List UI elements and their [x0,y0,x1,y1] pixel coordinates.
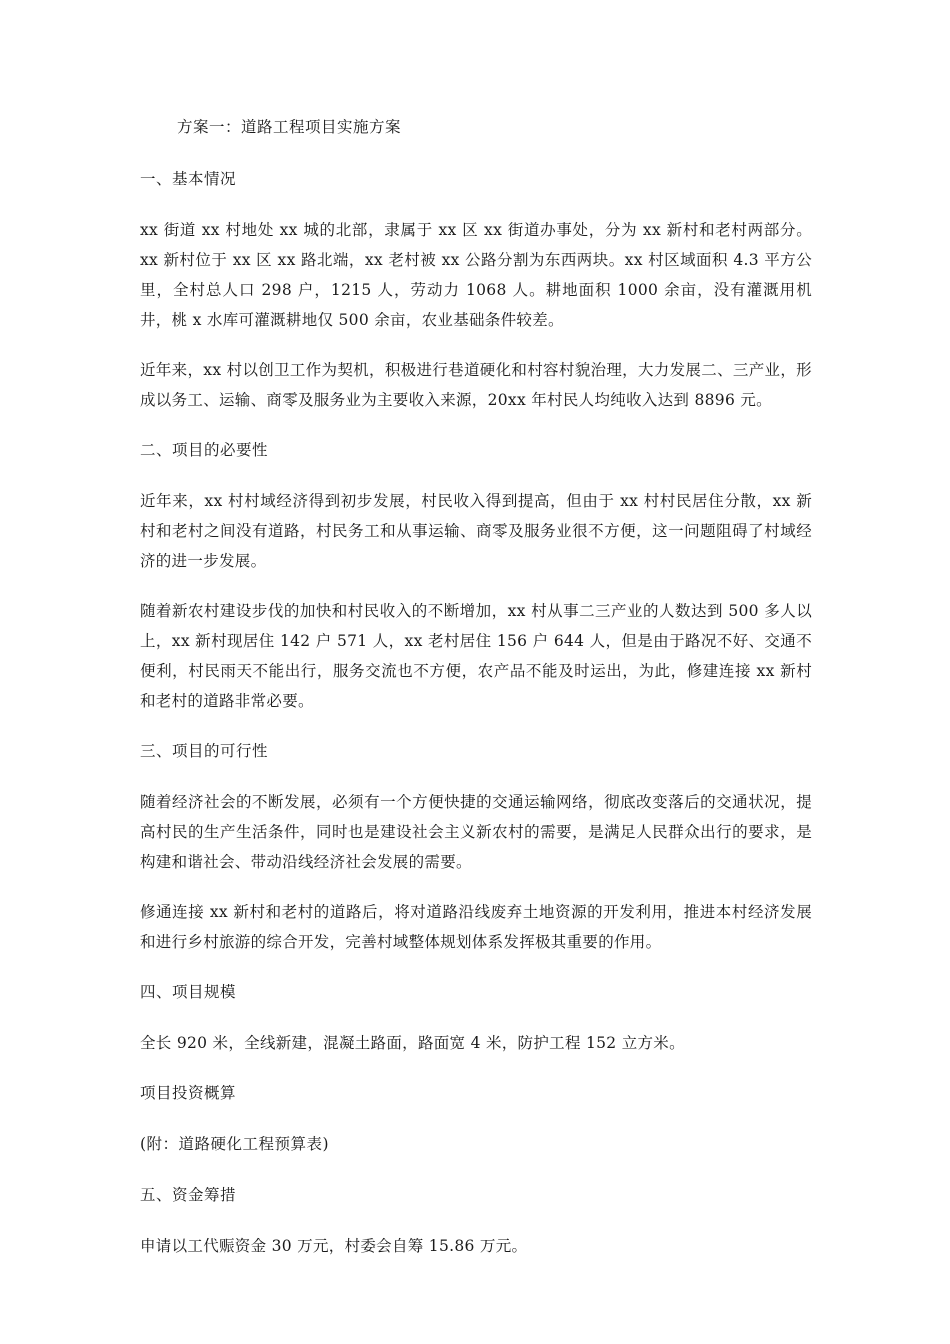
document-page [140,112,812,1281]
paragraph-funding: 申请以工代赈资金 30 万元，村委会自筹 15.86 万元。 [140,1237,528,1255]
section-heading-feasibility: 三、项目的可行性 [140,742,269,760]
document-title: 方案一：道路工程项目实施方案 [177,118,402,136]
paragraph-basic-info-1: xx 街道 xx 村地处 xx 城的北部，隶属于 xx 区 xx 街道办事处，分为 xx 新村和老村两部分。xx 新村位于 xx 区 xx 路北端，xx 老村被 xx 公路分割为东西两块。xx 村区域面积 4.3 平方公里，全村总人口 298 户，1215 人，劳动力 1068 人。耕地面积 1000 余亩，没有灌溉用机井，桃 x 水库可灌溉耕地仅 500 余亩，农业基础条件较差。 [140,221,812,329]
section-heading-scale: 四、项目规模 [140,983,237,1001]
paragraph-scale: 全长 920 米，全线新建，混凝土路面，路面宽 4 米，防护工程 152 立方米。 [140,1034,685,1052]
paragraph-feasibility-2: 修通连接 xx 新村和老村的道路后，将对道路沿线废弃土地资源的开发利用，推进本村经济发展和进行乡村旅游的综合开发，完善村域整体规划体系发挥极其重要的作用。 [140,903,812,951]
paragraph-feasibility-1: 随着经济社会的不断发展，必须有一个方便快捷的交通运输网络，彻底改变落后的交通状况，提高村民的生产生活条件，同时也是建设社会主义新农村的需要，是满足人民群众出行的要求，是构建和谐社会、带动沿线经济社会发展的需要。 [140,793,812,871]
attachment-note: (附：道路硬化工程预算表) [140,1135,330,1153]
section-heading-funding: 五、资金筹措 [140,1186,237,1204]
section-heading-investment: 项目投资概算 [140,1084,237,1102]
section-heading-basic-info: 一、基本情况 [140,170,237,188]
section-heading-necessity: 二、项目的必要性 [140,441,269,459]
paragraph-necessity-2: 随着新农村建设步伐的加快和村民收入的不断增加，xx 村从事二三产业的人数达到 500 多人以上，xx 新村现居住 142 户 571 人，xx 老村居住 156 户 644 人，但是由于路况不好、交通不便利，村民雨天不能出行，服务交流也不方便，农产品不能及时运出，为此，修建连接 xx 新村和老村的道路非常必要。 [140,602,812,710]
paragraph-basic-info-2: 近年来，xx 村以创卫工作为契机，积极进行巷道硬化和村容村貌治理，大力发展二、三产业，形成以务工、运输、商零及服务业为主要收入来源，20xx 年村民人均纯收入达到 8896 元。 [140,361,812,409]
paragraph-necessity-1: 近年来，xx 村村域经济得到初步发展，村民收入得到提高，但由于 xx 村村民居住分散，xx 新村和老村之间没有道路，村民务工和从事运输、商零及服务业很不方便，这一问题阻碍了村域经济的进一步发展。 [140,492,812,570]
